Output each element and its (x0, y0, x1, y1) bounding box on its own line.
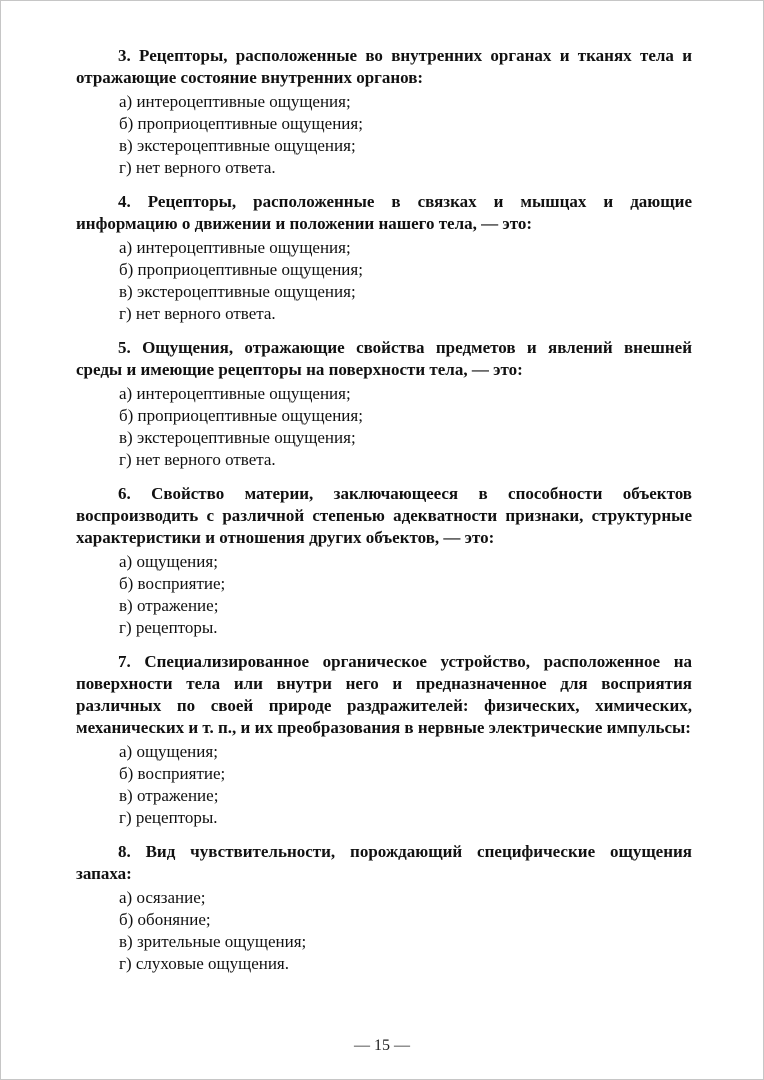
question-4-text: 4. Рецепторы, расположенные в связках и мышцах и дающие информацию о движении и положении нашего тела, — это: (76, 192, 692, 233)
question-3-option-v: в) экстероцептивные ощущения; (119, 136, 356, 155)
question-5-option-a: а) интероцептивные ощущения; (119, 384, 351, 403)
page-content (76, 45, 692, 975)
question-7-text: 7. Специализированное органическое устройство, расположенное на поверхности тела или внутри него и предназначенное для восприятия различных по своей природе раздражителей: физических, химических, механических и т. п., и их преобразования в нервные электрические импульсы: (76, 652, 692, 737)
question-4-options (76, 237, 692, 325)
question-6 (76, 483, 692, 639)
question-5-option-g: г) нет верного ответа. (119, 450, 276, 469)
question-7-option-b: б) восприятие; (119, 764, 226, 783)
question-4 (76, 191, 692, 325)
question-4-option-g: г) нет верного ответа. (119, 304, 276, 323)
question-7-option-a: а) ощущения; (119, 742, 218, 761)
question-3 (76, 45, 692, 179)
question-3-option-b: б) проприоцептивные ощущения; (119, 114, 363, 133)
question-4-option-a: а) интероцептивные ощущения; (119, 238, 351, 257)
question-3-options (76, 91, 692, 179)
question-7-option-v: в) отражение; (119, 786, 219, 805)
question-3-text: 3. Рецепторы, расположенные во внутренних органах и тканях тела и отражающие состояние внутренних органов: (76, 46, 692, 87)
question-8-option-g: г) слуховые ощущения. (119, 954, 289, 973)
page-number: — 15 — (354, 1037, 410, 1054)
question-5-text: 5. Ощущения, отражающие свойства предметов и явлений внешней среды и имеющие рецепторы на поверхности тела, — это: (76, 338, 692, 379)
question-3-option-g: г) нет верного ответа. (119, 158, 276, 177)
question-8 (76, 841, 692, 975)
question-8-text: 8. Вид чувствительности, порождающий специфические ощущения запаха: (76, 842, 692, 883)
question-5-options (76, 383, 692, 471)
question-5-option-v: в) экстероцептивные ощущения; (119, 428, 356, 447)
question-6-option-a: а) ощущения; (119, 552, 218, 571)
question-6-text: 6. Свойство материи, заключающееся в способности объектов воспроизводить с различной степенью адекватности признаки, структурные характеристики и отношения других объектов, — это: (76, 484, 692, 547)
question-6-option-b: б) восприятие; (119, 574, 226, 593)
question-8-option-v: в) зрительные ощущения; (119, 932, 307, 951)
question-4-option-b: б) проприоцептивные ощущения; (119, 260, 363, 279)
question-8-option-a: а) осязание; (119, 888, 206, 907)
question-6-option-g: г) рецепторы. (119, 618, 218, 637)
question-6-options (76, 551, 692, 639)
question-4-option-v: в) экстероцептивные ощущения; (119, 282, 356, 301)
question-8-option-b: б) обоняние; (119, 910, 211, 929)
question-3-option-a: а) интероцептивные ощущения; (119, 92, 351, 111)
question-7-options (76, 741, 692, 829)
question-7-option-g: г) рецепторы. (119, 808, 218, 827)
question-7 (76, 651, 692, 829)
question-5 (76, 337, 692, 471)
question-5-option-b: б) проприоцептивные ощущения; (119, 406, 363, 425)
question-8-options (76, 887, 692, 975)
question-6-option-v: в) отражение; (119, 596, 219, 615)
